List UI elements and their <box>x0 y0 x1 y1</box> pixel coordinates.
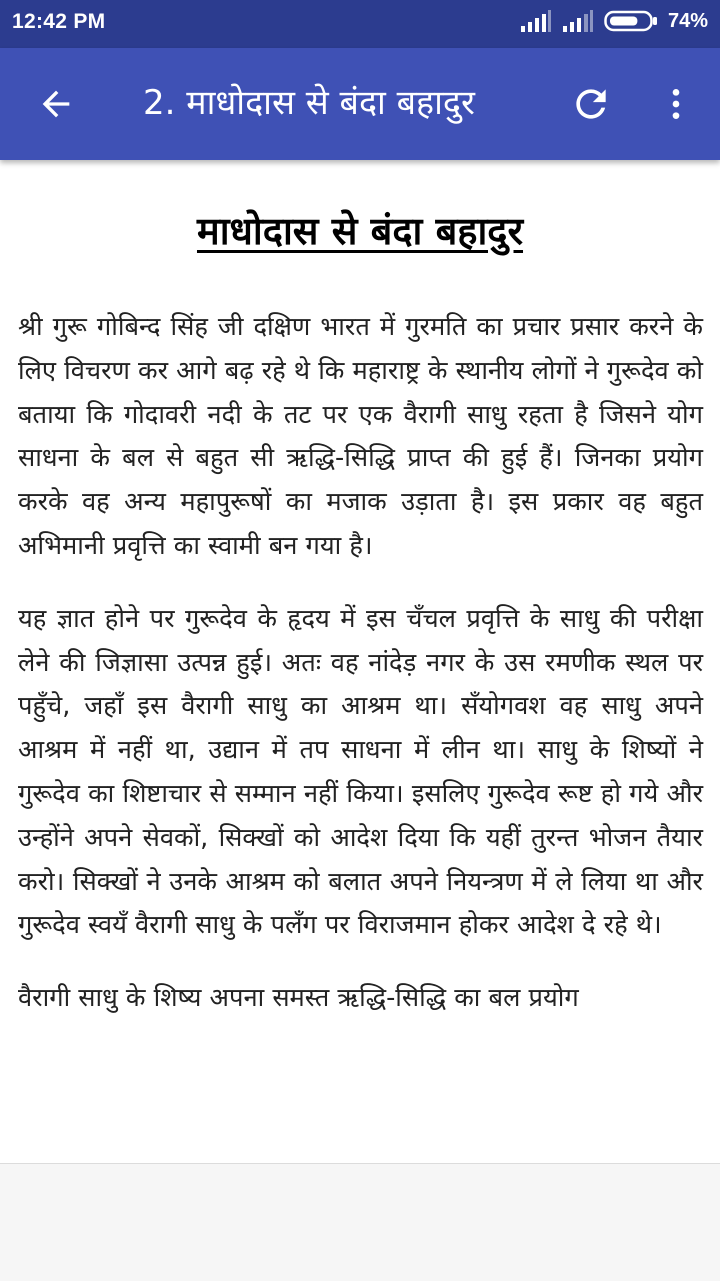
more-options-button[interactable] <box>650 78 702 130</box>
app-bar <box>0 48 720 160</box>
article-paragraph: यह ज्ञात होने पर गुरूदेव के हृदय में इस चँचल प्रवृत्ति के साधु की परीक्षा लेने की जिज्ञासा उत्पन्न हुई। अतः वह नांदेड़ नगर के उस रमणीक स्थल पर पहुँचे, जहाँ इस वैरागी साधु का आश्रम था। सँयोगवश वह साधु अपने आश्रम में नहीं था, उद्यान में तप साधना में लीन था। साधु के शिष्यों ने गुरूदेव का शिष्टाचार से सम्मान नहीं किया। इसलिए गुरूदेव रूष्ट हो गये और उन्होंने अपने सेवकों, सिक्खों को आदेश दिया कि यहीं तुरन्त भोजन तैयार करो। सिक्खों ने उनके आश्रम को बलात अपने नियन्त्रण में ले लिया था और गुरूदेव स्वयँ वैरागी साधु के पलँग पर विराजमान होकर आदेश दे रहे थे। <box>18 603 703 941</box>
status-bar <box>0 0 720 48</box>
back-arrow-icon <box>36 84 76 124</box>
status-icons <box>520 9 708 33</box>
battery-percent: 74% <box>667 9 708 32</box>
refresh-icon <box>569 82 613 126</box>
article-heading: माधोदास से बंदा बहादुर <box>196 209 524 253</box>
signal-icon <box>562 9 594 33</box>
app-bar-title: 2. माधोदास से बंदा बहादुर <box>143 83 475 123</box>
status-time: 12:42 PM <box>12 10 106 33</box>
article-paragraph: वैरागी साधु के शिष्य अपना समस्त ऋद्धि-सिद्धि का बल प्रयोग <box>18 983 579 1014</box>
article-paragraph: श्री गुरू गोबिन्द सिंह जी दक्षिण भारत में गुरमति का प्रचार प्रसार करने के लिए विचरण कर आगे बढ़ रहे थे कि महाराष्ट्र के स्थानीय लोगों ने गुरूदेव को बताया कि गोदावरी नदी के तट पर एक वैरागी साधु रहता है जिसने योग साधना के बल से बहुत सी ऋद्धि-सिद्धि प्राप्त की हुई हैं। जिनका प्रयोग करके वह अन्य महापुरूषों का मजाक उड़ाता है। इस प्रकार वह बहुत अभिमानी प्रवृत्ति का स्वामी बन गया है। <box>18 312 703 561</box>
more-vert-icon <box>656 84 696 124</box>
article-body <box>18 306 703 1050</box>
refresh-button[interactable] <box>564 78 618 130</box>
battery-icon <box>604 9 658 33</box>
signal-icon <box>520 9 552 33</box>
back-button[interactable] <box>30 78 82 130</box>
bottom-panel <box>0 1163 720 1281</box>
article-content[interactable] <box>0 160 720 1163</box>
